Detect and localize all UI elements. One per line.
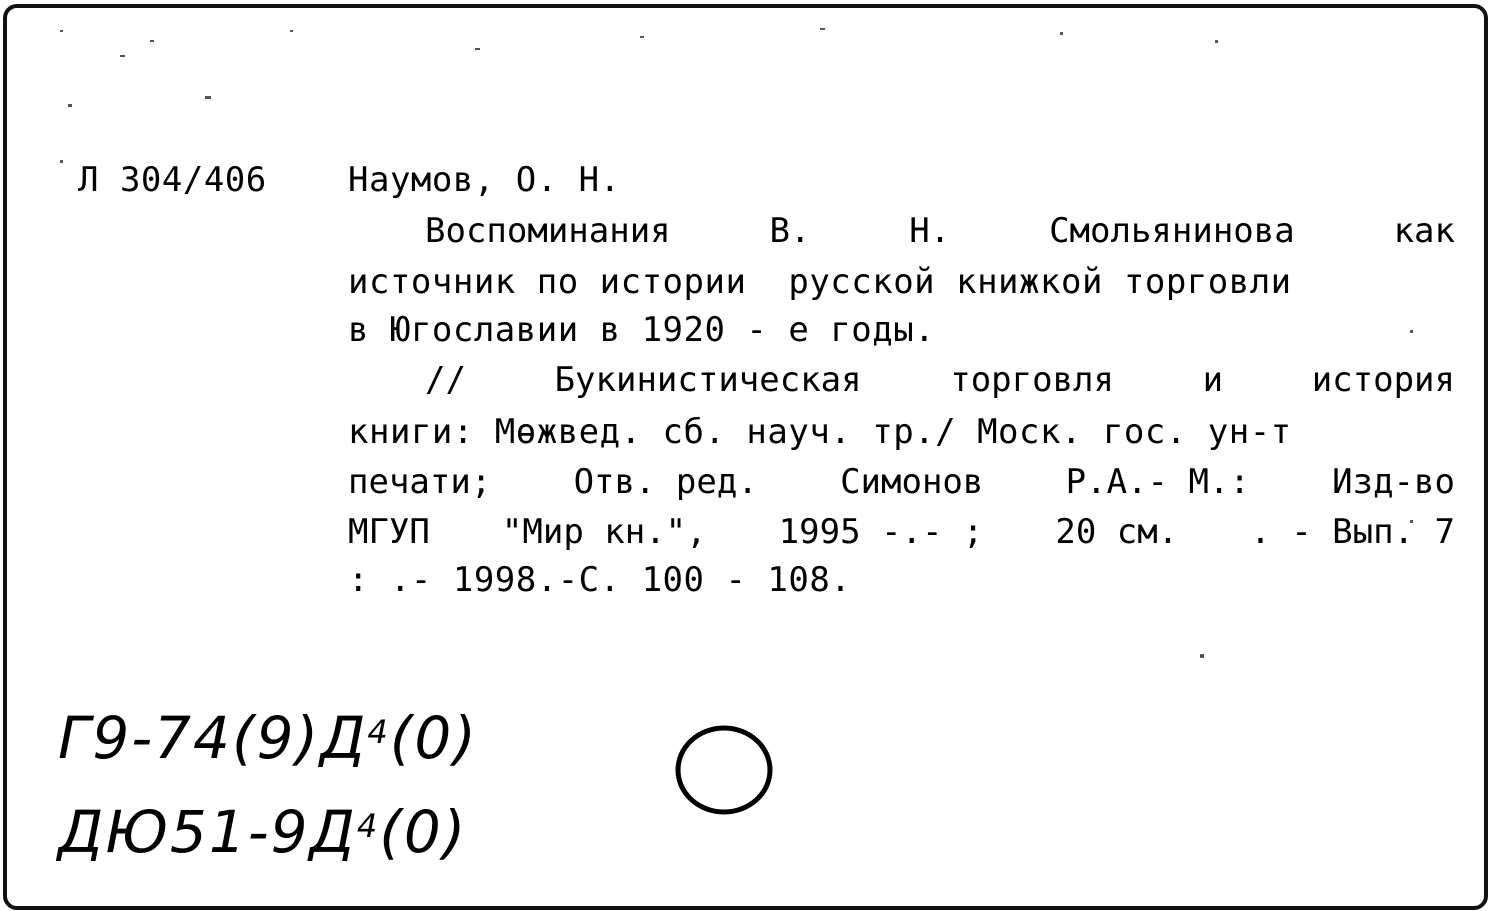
handwritten-code-2-tail: (0)	[379, 798, 468, 866]
handwritten-code-1-text: Г9-74(9)Д	[58, 704, 368, 772]
title-word: Воспоминания	[425, 211, 671, 251]
title-word: Н.	[909, 211, 951, 251]
source-word: Симонов	[840, 462, 984, 502]
source-line-2: книги: Мөжвед. сб. науч. тр./ Моск. гос. ун-т	[348, 412, 1292, 452]
title-line-2: источник по истории русской книжкой торговли	[348, 262, 1292, 302]
handwritten-code-1	[58, 706, 478, 770]
source-line-3	[348, 462, 1455, 502]
handwritten-code-1-sup: 4	[367, 713, 390, 751]
handwritten-code-2-sup: 4	[356, 807, 380, 845]
source-word: Букинистическая	[554, 360, 862, 400]
source-word: //	[425, 360, 466, 400]
title-line-1	[425, 211, 1455, 251]
author-heading: Наумов, О. Н.	[348, 160, 621, 200]
source-word: "Мир кн.",	[501, 512, 707, 552]
handwritten-code-1-tail: (0)	[389, 704, 478, 772]
title-word: Смольянинова	[1049, 211, 1295, 251]
source-word: МГУП	[348, 512, 430, 552]
source-word: Р.А.- М.:	[1065, 462, 1250, 502]
shelfmark: Л 304/406	[78, 160, 267, 200]
handwritten-code-2-text: ДЮ51-9Д	[58, 798, 357, 866]
source-word: Изд-во	[1332, 462, 1455, 502]
source-word: 1995 -.- ;	[778, 512, 984, 552]
circle-icon	[672, 722, 776, 818]
source-line-5: : .- 1998.-С. 100 - 108.	[348, 560, 852, 600]
source-word: . - Вып. 7	[1250, 512, 1455, 552]
title-word: В.	[769, 211, 811, 251]
source-word: печати;	[348, 462, 492, 502]
handwritten-code-2	[58, 800, 467, 864]
title-word: как	[1393, 211, 1455, 251]
source-word: история	[1311, 360, 1455, 400]
source-word: торговля	[950, 360, 1114, 400]
title-line-3: в Югославии в 1920 - е годы.	[348, 310, 936, 350]
source-word: Отв. ред.	[573, 462, 758, 502]
source-word: и	[1202, 360, 1224, 400]
source-word: 20 см.	[1055, 512, 1179, 552]
source-line-4	[348, 512, 1455, 552]
source-line-1	[425, 360, 1455, 400]
